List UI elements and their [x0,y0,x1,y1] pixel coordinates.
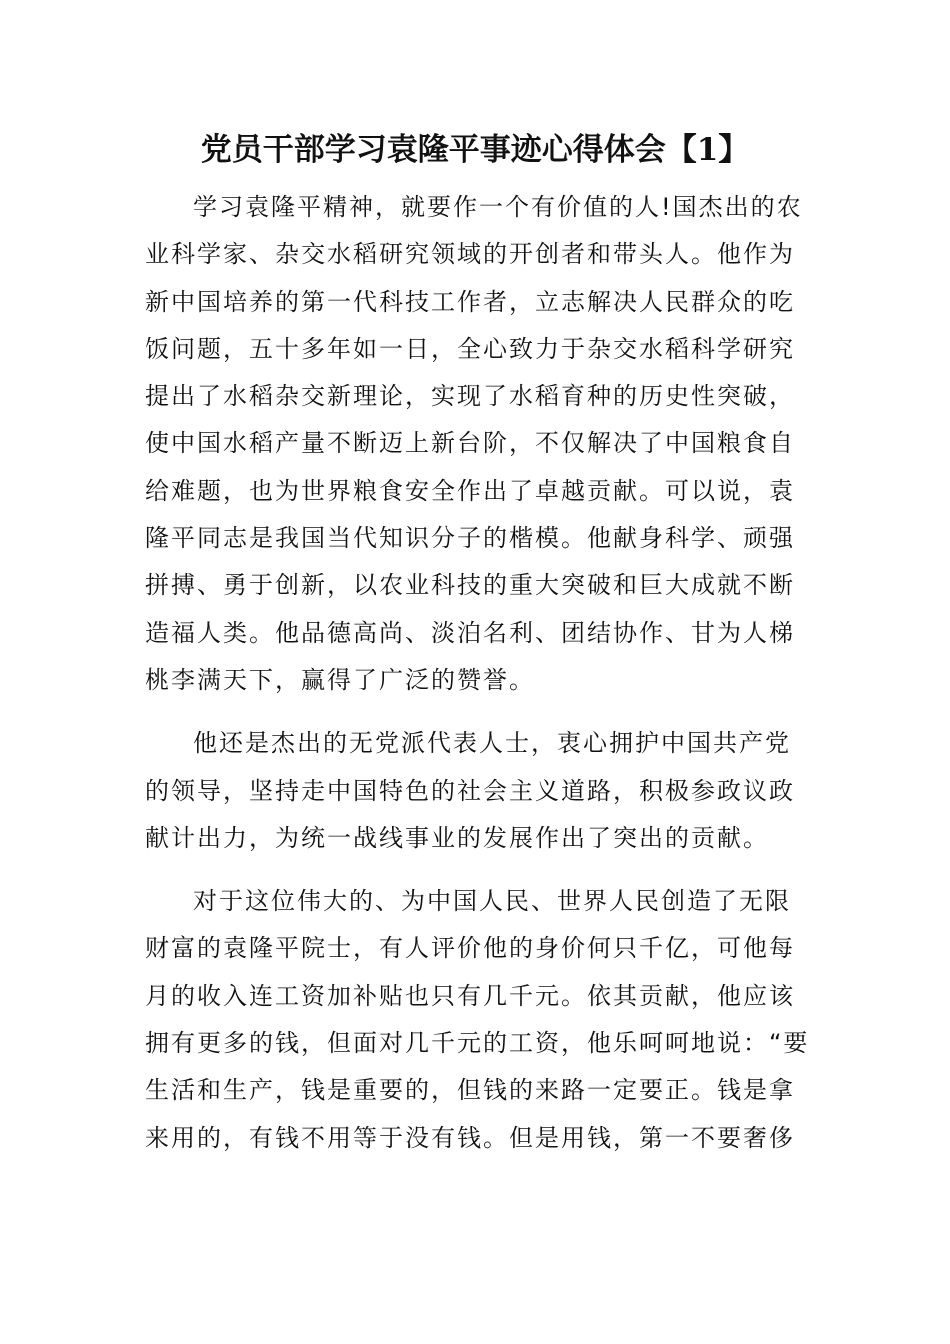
paragraph-line: 献计出力，为统一战线事业的发展作出了突出的贡献。 [145,823,769,852]
paragraph-line: 他还是杰出的无党派代表人士，衷心拥护中国共产党 [193,729,791,758]
paragraph-line: 生活和生产，钱是重要的，但钱的来路一定要正。钱是拿 [145,1076,795,1105]
paragraph-1 [145,184,805,704]
paragraph-line: 拥有更多的钱，但面对几千元的工资，他乐呵呵地说：“要 [145,1029,810,1058]
paragraph-line: 来用的，有钱不用等于没有钱。但是用钱，第一不要奢侈 [145,1123,795,1152]
paragraph-line: 财富的袁隆平院士，有人评价他的身价何只千亿，可他每 [145,934,795,963]
paragraph-line: 拼搏、勇于创新，以农业科技的重大突破和巨大成就不断 [145,571,795,600]
paragraph-line: 隆平同志是我国当代知识分子的楷模。他献身科学、顽强 [145,524,795,553]
paragraph-2 [145,720,805,862]
paragraph-line: 桃李满天下，赢得了广泛的赞誉。 [145,665,535,694]
paragraph-line: 使中国水稻产量不断迈上新台阶，不仅解决了中国粮食自 [145,429,795,458]
document-title: 党员干部学习袁隆平事迹心得体会【1】 [200,132,750,168]
paragraph-line: 给难题，也为世界粮食安全作出了卓越贡献。可以说，袁 [145,476,795,505]
paragraph-3 [145,878,810,1162]
paragraph-line: 业科学家、杂交水稻研究领域的开创者和带头人。他作为 [145,240,795,269]
paragraph-line: 饭问题，五十多年如一日，全心致力于杂交水稻科学研究 [145,334,795,363]
paragraph-line: 的领导，坚持走中国特色的社会主义道路，积极参政议政 [145,776,795,805]
paragraph-line: 对于这位伟大的、为中国人民、世界人民创造了无限 [193,887,791,916]
paragraph-line: 学习袁隆平精神，就要作一个有价值的人!国杰出的农 [193,193,803,221]
paragraph-line: 提出了水稻杂交新理论，实现了水稻育种的历史性突破， [145,382,795,411]
paragraph-line: 月的收入连工资加补贴也只有几千元。依其贡献，他应该 [145,981,795,1010]
document-body [145,184,810,1178]
paragraph-line: 新中国培养的第一代科技工作者，立志解决人民群众的吃 [145,287,795,316]
paragraph-line: 造福人类。他品德高尚、淡泊名利、团结协作、甘为人梯 [145,618,795,647]
